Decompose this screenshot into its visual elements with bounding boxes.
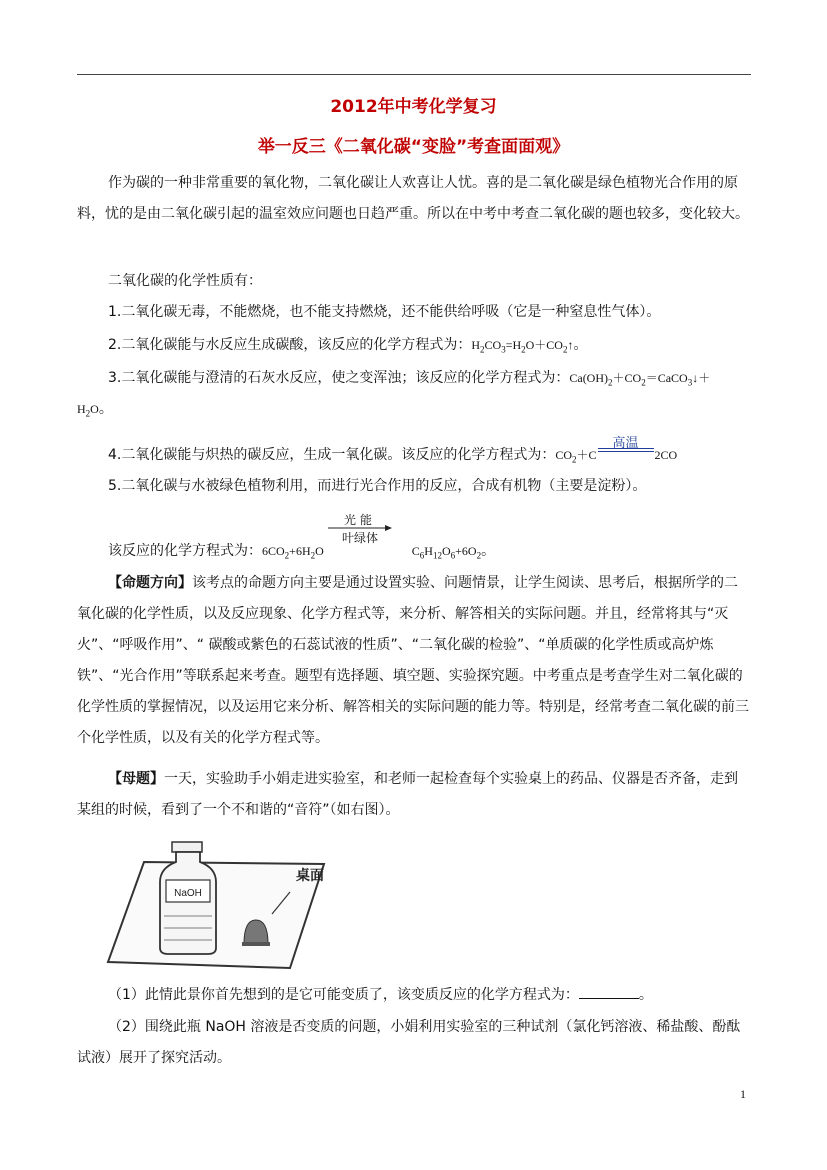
property-5-eq-text: 该反应的化学方程式为： bbox=[108, 543, 262, 559]
condition-chlorophyll: 叶绿体 bbox=[341, 531, 378, 545]
question-1 bbox=[108, 980, 751, 1011]
equation-carbonic-acid: $H_2CO_3=H_2O+CO_2↑$ bbox=[471, 338, 574, 355]
condition-high-temp-label: 高温 bbox=[612, 436, 639, 451]
direction-paragraph bbox=[77, 568, 751, 754]
question-1-end: 。 bbox=[638, 987, 653, 1003]
equation-carbon-reduction: $CO_2+C$ 高温 2CO bbox=[555, 448, 677, 462]
properties-heading: 二氧化碳的化学性质有： bbox=[108, 273, 262, 289]
problem-text: 一天，实验助手小娟走进实验室，和老师一起检查每个实验桌上的药品、仪器是否齐备，走到某组的时候，看到了一个不和谐的“音符”（如右图）。 bbox=[77, 771, 738, 818]
table-label: 桌面 bbox=[296, 868, 324, 884]
page-number: 1 bbox=[740, 1087, 746, 1101]
condition-light: 光能 bbox=[343, 513, 376, 527]
property-5: 5.二氧化碳与水被绿色植物利用，而进行光合作用的反应，合成有机物（主要是淀粉）。 bbox=[108, 478, 647, 494]
header-rule bbox=[77, 74, 751, 75]
naoh-bottle-on-table-image bbox=[104, 836, 336, 974]
property-5-equation: 该反应的化学方程式为：$6CO_2+6H_2O$ $C_6H_{12}O_6+6O_2$。 bbox=[108, 543, 496, 561]
equation-limewater: $Ca(OH)_2+CO_2=CaCO_3↓+$ bbox=[569, 371, 711, 388]
direction-text: 该考点的命题方向主要是通过设置实验、问题情景，让学生阅读、思考后，根据所学的二氧化碳的化学性质，以及反应现象、化学方程式等，来分析、解答相关的实际问题。并且，经常将其与“灭火”、“呼吸作用”、“ 碳酸或紫色的石蕊试液的性质”、“二氧化碳的检验”、“单质碳的化学性质或高炉炼铁”、“光合作用”等联系起来考查。题型有选择题、填空题、实验探究题。中考重点是考查学生对二氧化碳的化学性质的掌握情况，以及运用它来分析、解答相关的实际问题的能力等。特别是，经常考查二氧化碳的前三个化学性质，以及有关的化学方程式等。 bbox=[77, 575, 749, 746]
problem-label: 【母题】 bbox=[108, 771, 164, 787]
property-3-cont: $H_2O$。 bbox=[77, 401, 113, 419]
property-3-text: 3.二氧化碳能与澄清的石灰水反应，使之变浑浊；该反应的化学方程式为： bbox=[108, 370, 570, 386]
equation-photosynthesis: $6CO_2+6H_2O$ $C_6H_{12}O_6+6O_2$ bbox=[262, 544, 482, 561]
answer-blank[interactable] bbox=[579, 986, 639, 999]
problem-figure bbox=[104, 836, 336, 974]
property-2: 2.二氧化碳能与水反应生成碳酸，该反应的化学方程式为：$H_2CO_3=H_2O+CO_2↑$。 bbox=[108, 337, 588, 355]
page-subtitle: 举一反三《二氧化碳“变脸”考查面面观》 bbox=[257, 137, 570, 157]
direction-label: 【命题方向】 bbox=[108, 575, 192, 591]
equation-limewater-cont: $H_2O$ bbox=[77, 402, 99, 419]
question-1-text: （1）此情此景你首先想到的是它可能变质了，该变质反应的化学方程式为： bbox=[108, 987, 579, 1003]
question-2: （2）围绕此瓶 NaOH 溶液是否变质的问题，小娟利用实验室的三种试剂（氯化钙溶液、稀盐酸、酚酞试液）展开了探究活动。 bbox=[77, 1019, 741, 1066]
intro-paragraph: 作为碳的一种非常重要的氧化物，二氧化碳让人欢喜让人忧。喜的是二氧化碳是绿色植物光合作用的原料，忧的是由二氧化碳引起的温室效应问题也日趋严重。所以在中考中考查二氧化碳的题也较多，变化较大。 bbox=[77, 175, 749, 222]
problem-paragraph bbox=[77, 764, 751, 826]
property-4-text: 4.二氧化碳能与炽热的碳反应，生成一氧化碳。该反应的化学方程式为： bbox=[108, 447, 556, 463]
bottle-label: NaOH bbox=[174, 888, 202, 899]
page-title: 2012年中考化学复习 bbox=[330, 97, 497, 117]
condition-high-temp bbox=[598, 436, 654, 459]
property-2-text: 2.二氧化碳能与水反应生成碳酸，该反应的化学方程式为： bbox=[108, 337, 472, 353]
property-1: 1.二氧化碳无毒，不能燃烧，也不能支持燃烧，还不能供给呼吸（它是一种窒息性气体）。 bbox=[108, 304, 661, 320]
